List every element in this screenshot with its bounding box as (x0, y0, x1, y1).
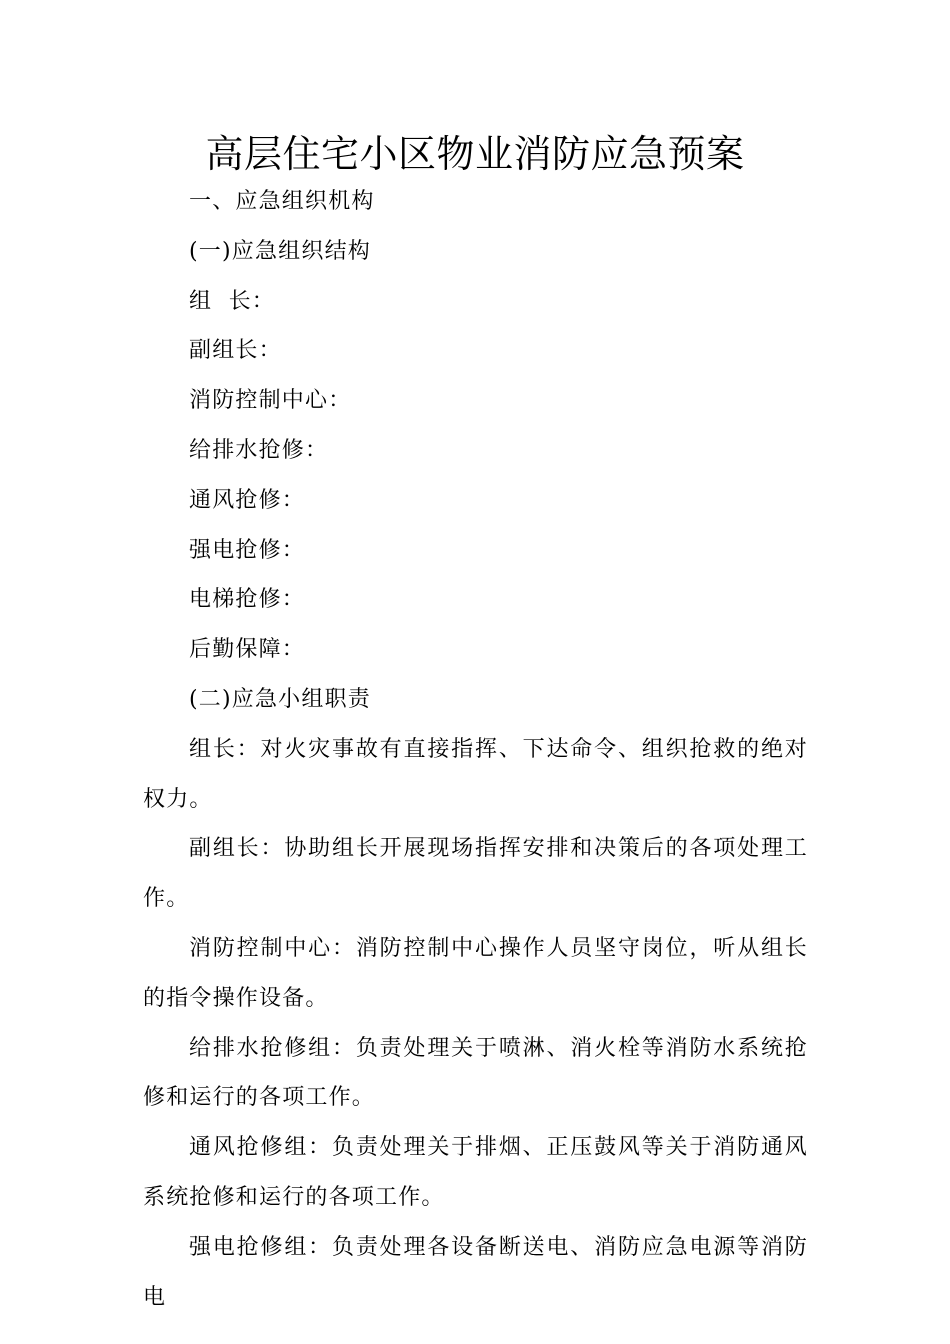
role-line-deputy: 副组长： (189, 338, 282, 364)
duty-paragraph: 消防控制中心：消防控制中心操作人员坚守岗位，听从组长的指令操作设备。 (143, 935, 808, 1011)
duty-paragraph: 强电抢修组：负责处理各设备断送电、消防应急电源等消防电 (143, 1234, 808, 1310)
document-title: 高层住宅小区物业消防应急预案 (205, 132, 745, 176)
duty-paragraph: 通风抢修组：负责处理关于排烟、正压鼓风等关于消防通风系统抢修和运行的各项工作。 (143, 1135, 808, 1210)
duty-paragraph: 副组长：协助组长开展现场指挥安排和决策后的各项处理工作。 (143, 836, 808, 912)
role-line-logistics: 后勤保障： (189, 637, 306, 663)
subsection-heading: (二)应急小组职责 (189, 686, 371, 712)
role-line-ventilation: 通风抢修： (189, 487, 306, 513)
duty-paragraph: 给排水抢修组：负责处理关于喷淋、消火栓等消防水系统抢修和运行的各项工作。 (143, 1035, 808, 1111)
duty-paragraph: 组长：对火灾事故有直接指挥、下达命令、组织抢救的绝对权力。 (143, 736, 808, 812)
section-heading: 一、应急组织机构 (189, 189, 375, 214)
subsection-heading: (一)应急组织结构 (189, 238, 371, 264)
role-line-elevator: 电梯抢修： (189, 587, 306, 613)
role-line-water: 给排水抢修： (189, 437, 329, 463)
role-line-fire-control: 消防控制中心： (189, 388, 352, 414)
role-line-power: 强电抢修： (189, 537, 306, 563)
document-body (143, 177, 808, 1322)
role-line-leader: 组 长： (189, 288, 275, 314)
